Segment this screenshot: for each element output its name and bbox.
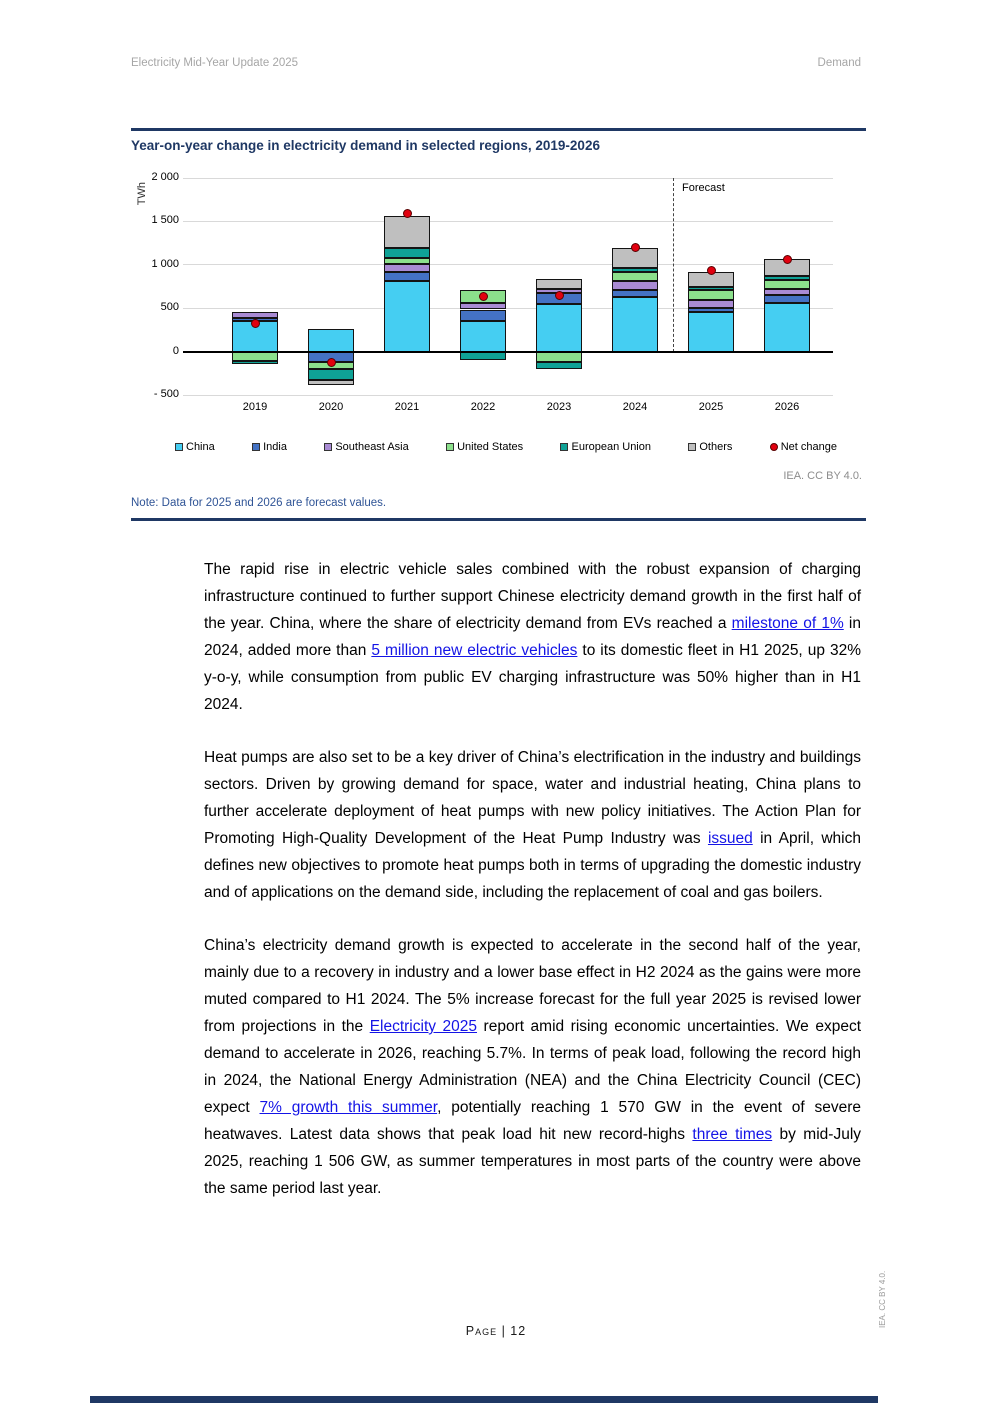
x-tick-2025: 2025 <box>698 401 724 413</box>
text-link[interactable]: Electricity 2025 <box>369 1018 478 1035</box>
forecast-boundary-line <box>673 178 674 352</box>
text-run: , potentially reaching 1 570 GW in the event of severe heatwaves. Latest data shows that peak load hit new record-highs <box>204 1099 861 1143</box>
figure-title: Year-on-year change in electricity demand in selected regions, 2019-2026 <box>131 138 600 153</box>
legend-item-european-union <box>560 441 651 453</box>
bar-segment-others-2020 <box>308 380 354 386</box>
x-tick-2022: 2022 <box>470 401 496 413</box>
y-tick-label: 500 <box>160 301 179 314</box>
figure-attribution: IEA. CC BY 4.0. <box>783 470 862 482</box>
net-change-marker-icon <box>770 443 778 451</box>
bar-segment-european-union-2023 <box>536 362 582 369</box>
bar-segment-united-states-2021 <box>384 258 430 264</box>
y-tick-label: - 500 <box>153 388 179 400</box>
legend-swatch-icon <box>175 443 183 451</box>
text-link[interactable]: issued <box>707 830 753 847</box>
bar-segment-united-states-2025 <box>688 290 734 299</box>
body-paragraph <box>204 556 861 718</box>
net-change-marker-2021 <box>403 209 412 218</box>
page-bottom-bar <box>90 1396 878 1403</box>
y-axis-unit-label: TWh <box>136 182 148 206</box>
x-axis-zero-line <box>183 351 833 353</box>
net-change-marker-2019 <box>251 319 260 328</box>
text-run: Heat pumps are also set to be a key driver of China’s electrification in the industry and buildings sectors. Driven by growing demand for space, water and industrial heating, China plans to further accelerate deployment of heat pumps with new policy initiatives. The Action Plan for Promoting High-Quality Development of the Heat Pump Industry was <box>204 749 861 847</box>
net-change-marker-2025 <box>707 266 716 275</box>
text-run: report amid rising economic uncertainties. We expect demand to accelerate in 2026, reaching 5.7%. In terms of peak load, following the record high in 2024, the National Energy Administration (NEA) and the China Electricity Council (CEC) expect <box>204 1018 862 1116</box>
bar-segment-china-2021 <box>384 281 430 351</box>
body-paragraph <box>204 744 861 906</box>
bar-segment-southeast-asia-2024 <box>612 281 658 290</box>
text-link[interactable]: three times <box>692 1126 773 1143</box>
running-header <box>131 57 861 69</box>
legend-swatch-icon <box>688 443 696 451</box>
figure-top-rule <box>131 128 866 131</box>
bar-segment-china-2023 <box>536 304 582 352</box>
bar-segment-china-2025 <box>688 312 734 352</box>
bar-segment-european-union-2019 <box>232 361 278 364</box>
legend-label: European Union <box>571 441 651 453</box>
bar-segment-china-2022 <box>460 321 506 352</box>
net-change-marker-2022 <box>479 292 488 301</box>
figure-bottom-rule <box>131 518 866 521</box>
bar-segment-others-2023 <box>536 279 582 289</box>
bar-segment-china-2024 <box>612 297 658 351</box>
text-link[interactable]: milestone of 1% <box>731 615 844 632</box>
text-run: in April, which defines new objectives to promote heat pumps both in terms of upgrading the domestic industry and of applications on the demand side, including the replacement of coal and gas boilers. <box>204 830 861 901</box>
legend-swatch-icon <box>324 443 332 451</box>
bar-segment-india-2024 <box>612 290 658 297</box>
y-tick-label: 1 500 <box>151 214 179 227</box>
text-run: China’s electricity demand growth is expected to accelerate in the second half of the year, mainly due to a recovery in industry and a lower base effect in H2 2024 as the gains were more muted compared to H1 2024. The 5% increase forecast for the full year 2025 is revised lower from projections in the <box>204 937 861 1035</box>
text-run: The rapid rise in electric vehicle sales combined with the robust expansion of charging infrastructure continued to further support Chinese electricity demand growth in the first half of the year. China, where the share of electricity demand from EVs reached a <box>204 561 861 632</box>
text-run: in 2024, added more than <box>204 615 861 659</box>
legend-label: United States <box>457 441 524 453</box>
x-tick-2023: 2023 <box>546 401 572 413</box>
legend-item-others <box>688 441 732 453</box>
net-change-marker-2024 <box>631 243 640 252</box>
side-attribution: IEA. CC BY 4.0. <box>878 1270 887 1328</box>
bar-segment-china-2020 <box>308 329 354 352</box>
legend-item-united-states <box>446 441 523 453</box>
bar-segment-european-union-2024 <box>612 268 658 272</box>
y-tick-label: 2 000 <box>151 171 179 183</box>
legend-item-southeast-asia <box>324 441 408 453</box>
bar-segment-southeast-asia-2025 <box>688 300 734 309</box>
legend-swatch-icon <box>560 443 568 451</box>
bar-segment-southeast-asia-2019 <box>232 312 278 319</box>
legend-label: Southeast Asia <box>335 441 409 453</box>
bar-segment-united-states-2026 <box>764 280 810 289</box>
net-change-marker-2020 <box>327 358 336 367</box>
text-run: by mid-July 2025, reaching 1 506 GW, as summer temperatures in most parts of the country were above the same period last year. <box>204 1126 862 1197</box>
legend-label: China <box>186 441 215 453</box>
body-paragraph <box>204 932 861 1202</box>
bar-segment-european-union-2020 <box>308 369 354 380</box>
header-doc-title: Electricity Mid-Year Update 2025 <box>131 57 299 69</box>
bar-segment-european-union-2022 <box>460 352 506 360</box>
figure-note: Note: Data for 2025 and 2026 are forecast values. <box>131 497 387 509</box>
header-section-label: Demand <box>817 57 861 69</box>
gridline-2000 <box>183 178 833 179</box>
net-change-marker-2026 <box>783 255 792 264</box>
x-tick-2019: 2019 <box>242 401 268 413</box>
bar-segment-others-2021 <box>384 216 430 249</box>
legend-label: India <box>263 441 287 453</box>
bar-segment-india-2026 <box>764 295 810 303</box>
bar-segment-china-2026 <box>764 303 810 352</box>
bar-segment-european-union-2025 <box>688 287 734 290</box>
y-tick-label: 1 000 <box>151 257 179 270</box>
x-tick-2020: 2020 <box>318 401 344 413</box>
bar-segment-southeast-asia-2026 <box>764 289 810 296</box>
bar-segment-india-2021 <box>384 272 430 282</box>
gridline-1000 <box>183 264 833 265</box>
legend-item-china <box>175 441 215 453</box>
page-number: Page | 12 <box>465 1324 527 1338</box>
gridline--500 <box>183 395 833 396</box>
x-tick-2026: 2026 <box>774 401 800 413</box>
legend-swatch-icon <box>446 443 454 451</box>
bar-segment-india-2022 <box>460 310 506 321</box>
bar-segment-united-states-2019 <box>232 352 278 362</box>
gridline-500 <box>183 308 833 309</box>
legend-item-india <box>252 441 287 453</box>
text-link[interactable]: 7% growth this summer <box>259 1099 438 1116</box>
net-change-marker-2023 <box>555 291 564 300</box>
bar-segment-european-union-2026 <box>764 276 810 279</box>
legend-label: Others <box>699 441 733 453</box>
bar-segment-united-states-2024 <box>612 272 658 281</box>
bar-segment-india-2025 <box>688 308 734 311</box>
gridline-1500 <box>183 221 833 222</box>
x-tick-2021: 2021 <box>394 401 420 413</box>
forecast-label: Forecast <box>682 182 725 194</box>
bar-segment-southeast-asia-2022 <box>460 303 506 310</box>
bar-segment-southeast-asia-2021 <box>384 264 430 272</box>
text-run: to its domestic fleet in H1 2025, up 32% y-o-y, while consumption from public EV charging infrastructure was 50% higher than in H1 2024. <box>204 642 861 713</box>
body-text <box>204 556 861 1228</box>
legend-swatch-icon <box>252 443 260 451</box>
demand-change-chart <box>131 170 866 470</box>
plot-area <box>183 178 833 395</box>
bar-segment-european-union-2021 <box>384 248 430 258</box>
bar-segment-united-states-2023 <box>536 352 582 363</box>
page-footer <box>0 1324 992 1338</box>
x-tick-2024: 2024 <box>622 401 648 413</box>
legend-item-net-change <box>770 441 837 453</box>
text-link[interactable]: 5 million new electric vehicles <box>371 642 578 659</box>
y-tick-label: 0 <box>172 344 179 357</box>
x-axis <box>183 401 833 417</box>
legend-label: Net change <box>780 441 837 453</box>
y-axis <box>131 170 181 410</box>
chart-legend <box>175 441 837 453</box>
